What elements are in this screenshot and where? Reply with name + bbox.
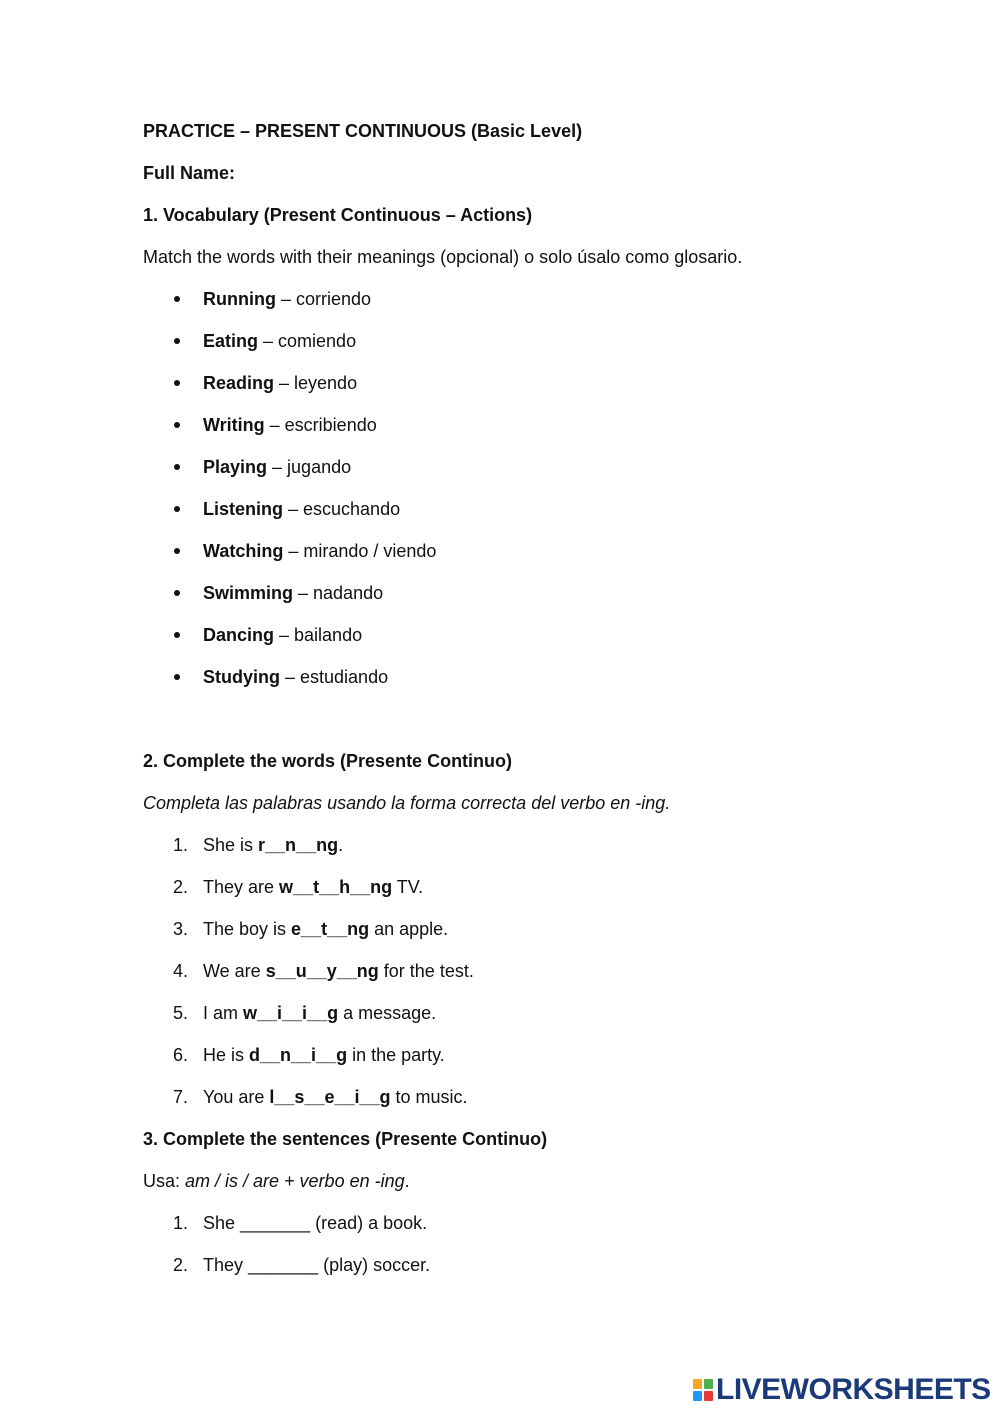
vocab-meaning: – estudiando [280,667,389,687]
sentence-end: . [338,835,344,855]
vocab-item [143,665,903,689]
vocab-meaning: – leyendo [274,373,358,393]
instruction-italic: am / is / are + verbo en -ing [185,1171,405,1191]
vocab-meaning: – comiendo [258,331,357,351]
fill-word[interactable]: w__i__i__g [243,1003,339,1023]
vocab-meaning: – corriendo [275,289,372,309]
section2-heading: 2. Complete the words (Presente Continuo) [143,751,513,771]
complete-sentences-list [143,1211,903,1277]
sentence-item [143,1253,903,1277]
vocab-item [143,329,903,353]
instruction-prefix: Usa: [143,1171,186,1191]
vocab-item [143,539,903,563]
item-number: 2. [173,877,189,897]
section2-instruction: Completa las palabras usando la forma correcta del verbo en -ing. [143,793,671,813]
logo-square [693,1391,702,1401]
vocab-word: Reading [203,373,275,393]
vocab-word: Dancing [203,625,275,645]
section1-heading: 1. Vocabulary (Present Continuous – Actions) [143,205,533,225]
item-number: 4. [173,961,189,981]
sentence-end: (play) soccer. [318,1255,431,1275]
bullet-icon [174,380,180,386]
vocab-meaning: – escribiendo [264,415,377,435]
item-number: 3. [173,919,189,939]
exercise-item [143,1001,903,1025]
exercise-item [143,917,903,941]
page-title: PRACTICE – PRESENT CONTINUOUS (Basic Level) [143,121,583,141]
item-number: 2. [173,1255,189,1275]
vocab-meaning: – escuchando [283,499,401,519]
item-number: 1. [173,835,189,855]
sentence-end: an apple. [369,919,449,939]
vocab-word: Eating [203,331,259,351]
exercise-item [143,1043,903,1067]
sentence-end: in the party. [347,1045,445,1065]
vocab-word: Writing [203,415,265,435]
sentence-start: The boy is [203,919,292,939]
fill-word[interactable]: e__t__ng [291,919,370,939]
sentence-end: a message. [338,1003,437,1023]
item-number: 6. [173,1045,189,1065]
vocab-meaning: – mirando / viendo [283,541,437,561]
complete-words-list [143,833,903,1109]
vocab-word: Studying [203,667,280,687]
vocab-word: Swimming [203,583,294,603]
sentence-item [143,1211,903,1235]
vocab-word: Listening [203,499,283,519]
sentence-end: for the test. [378,961,474,981]
logo-square [693,1379,702,1389]
bullet-icon [174,296,180,302]
vocab-item [143,581,903,605]
vocab-meaning: – jugando [267,457,352,477]
vocab-word: Watching [203,541,284,561]
fill-word[interactable]: s__u__y__ng [265,961,379,981]
bullet-icon [174,590,180,596]
bullet-icon [174,464,180,470]
instruction-suffix: . [404,1171,410,1191]
vocabulary-list [143,287,903,689]
vocab-meaning: – bailando [274,625,363,645]
section1-instruction: Match the words with their meanings (opcional) o solo úsalo como glosario. [143,247,743,267]
logo-mark-icon [692,1378,714,1402]
sentence-end: (read) a book. [310,1213,428,1233]
bullet-icon [174,506,180,512]
sentence-start: We are [203,961,266,981]
worksheet [143,119,903,1295]
item-number: 5. [173,1003,189,1023]
vocab-item [143,455,903,479]
fill-word[interactable]: l__s__e__i__g [269,1087,391,1107]
exercise-item [143,875,903,899]
full-name-label: Full Name: [143,163,236,183]
bullet-icon [174,632,180,638]
vocab-item [143,287,903,311]
answer-blank[interactable]: _______ [248,1255,319,1275]
fill-word[interactable]: d__n__i__g [249,1045,348,1065]
item-number: 1. [173,1213,189,1233]
logo-square [704,1391,713,1401]
vocab-word: Playing [203,457,268,477]
exercise-item [143,833,903,857]
exercise-item [143,959,903,983]
section3-instruction [143,1169,903,1193]
fill-word[interactable]: w__t__h__ng [279,877,393,897]
vocab-item [143,497,903,521]
vocab-item [143,413,903,437]
item-number: 7. [173,1087,189,1107]
sentence-start: You are [203,1087,270,1107]
logo-text: LIVEWORKSHEETS [716,1373,991,1406]
vocab-word: Running [203,289,276,309]
sentence-start: He is [203,1045,250,1065]
logo-square [704,1379,713,1389]
sentence-start: She is [203,835,259,855]
fill-word[interactable]: r__n__ng [258,835,339,855]
sentence-end: TV. [392,877,424,897]
bullet-icon [174,674,180,680]
bullet-icon [174,338,180,344]
bullet-icon [174,422,180,428]
liveworksheets-logo[interactable] [692,1373,991,1406]
answer-blank[interactable]: _______ [240,1213,311,1233]
exercise-item [143,1085,903,1109]
section3-heading: 3. Complete the sentences (Presente Continuo) [143,1129,548,1149]
vocab-item [143,623,903,647]
sentence-end: to music. [390,1087,468,1107]
sentence-start: They are [203,877,280,897]
sentence-start: She [203,1213,241,1233]
bullet-icon [174,548,180,554]
sentence-start: They [203,1255,249,1275]
vocab-meaning: – nadando [293,583,384,603]
vocab-item [143,371,903,395]
sentence-start: I am [203,1003,244,1023]
